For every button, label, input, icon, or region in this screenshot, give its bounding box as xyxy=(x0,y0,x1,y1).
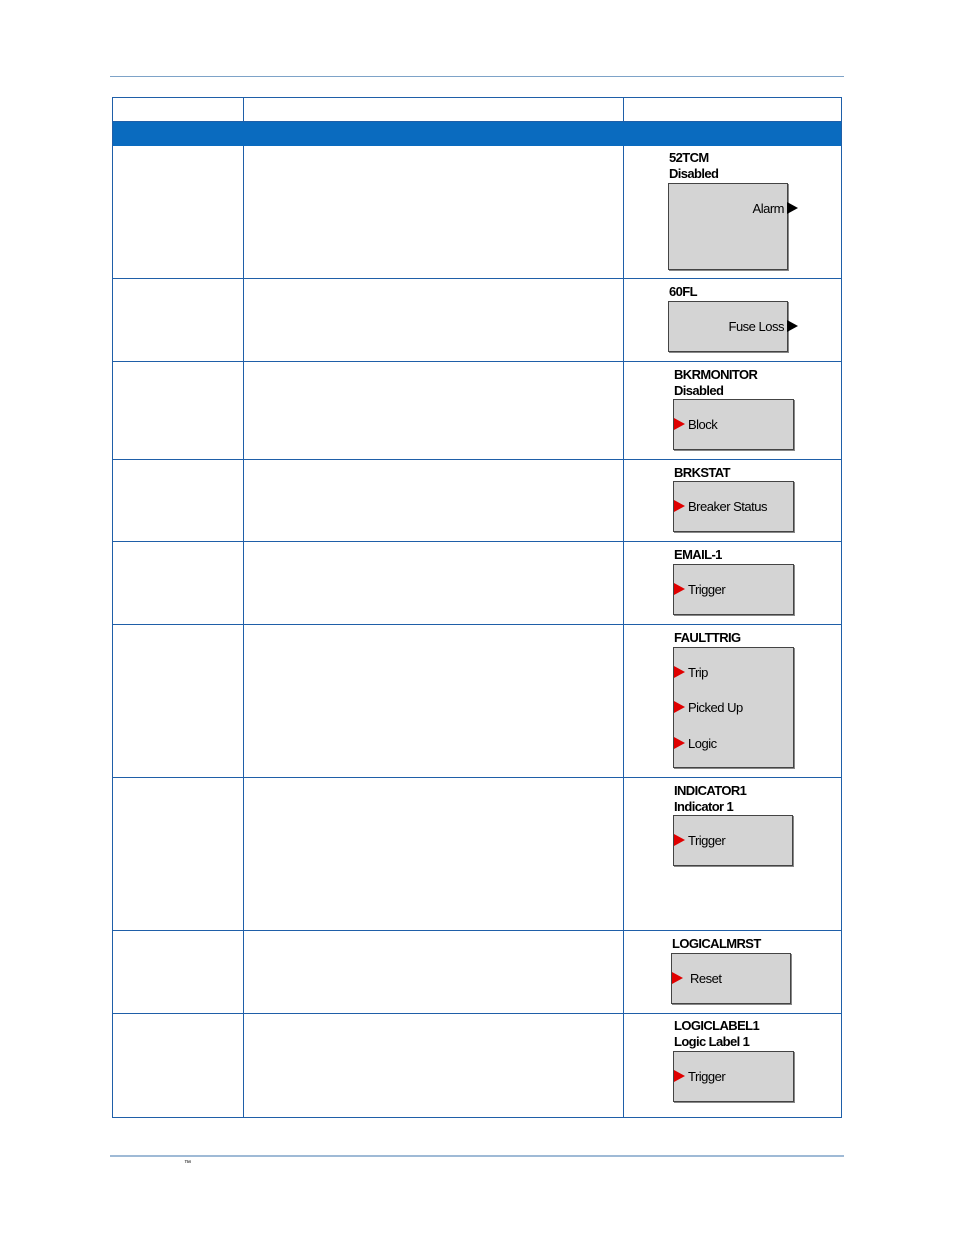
element-description-cell xyxy=(243,279,624,361)
input-arrow-icon xyxy=(674,834,685,846)
table-row xyxy=(113,362,841,460)
block-subtitle-52tcm: Disabled xyxy=(669,166,719,181)
block-subtitle-indicator1: Indicator 1 xyxy=(674,799,734,814)
input-arrow-icon xyxy=(674,583,685,595)
table-row xyxy=(113,931,841,1014)
element-name-cell xyxy=(113,931,244,1013)
input-port-reset: Reset xyxy=(690,971,722,986)
input-arrow-icon xyxy=(674,1070,685,1082)
element-figure-cell xyxy=(623,778,841,930)
logic-block-faulttrig[interactable] xyxy=(673,647,794,768)
table-row xyxy=(113,146,841,279)
input-arrow-icon xyxy=(674,500,685,512)
block-title-52tcm: 52TCM xyxy=(669,150,709,165)
logic-block-60fl[interactable] xyxy=(668,301,788,352)
input-port-picked-up: Picked Up xyxy=(688,700,743,715)
element-name-cell xyxy=(113,625,244,777)
header-cell-name xyxy=(113,98,244,121)
element-description-cell xyxy=(243,1014,624,1117)
element-name-cell xyxy=(113,1014,244,1117)
logic-block-bkrmonitor[interactable] xyxy=(673,399,794,450)
logic-block-logiclabel1[interactable] xyxy=(673,1051,794,1102)
element-figure-cell xyxy=(623,625,841,777)
header-rule xyxy=(110,76,844,77)
element-name-cell xyxy=(113,146,244,278)
logic-block-logicalmrst[interactable] xyxy=(671,953,791,1004)
block-title-bkrmonitor: BKRMONITOR xyxy=(674,367,758,382)
output-port-alarm: Alarm xyxy=(752,201,784,216)
block-title-logiclabel1: LOGICLABEL1 xyxy=(674,1018,760,1033)
input-arrow-icon xyxy=(674,666,685,678)
input-arrow-icon xyxy=(672,972,683,984)
table-row xyxy=(113,1014,841,1117)
table-row xyxy=(113,460,841,542)
element-name-cell xyxy=(113,542,244,624)
block-title-email-1: EMAIL-1 xyxy=(674,547,722,562)
output-arrow-icon xyxy=(787,320,798,332)
logic-element-table xyxy=(112,97,842,1118)
input-port-trigger: Trigger xyxy=(688,833,726,848)
trademark-mark: ™ xyxy=(184,1160,192,1167)
block-title-faulttrig: FAULTTRIG xyxy=(674,630,741,645)
element-name-cell xyxy=(113,460,244,541)
element-figure-cell xyxy=(623,542,841,624)
element-name-cell xyxy=(113,279,244,361)
element-description-cell xyxy=(243,542,624,624)
output-arrow-icon xyxy=(787,202,798,214)
block-subtitle-logiclabel1: Logic Label 1 xyxy=(674,1034,750,1049)
element-figure-cell xyxy=(623,460,841,541)
output-port-fuse-loss: Fuse Loss xyxy=(728,319,784,334)
logic-block-brkstat[interactable] xyxy=(673,481,794,532)
element-name-cell xyxy=(113,362,244,459)
table-row xyxy=(113,279,841,362)
block-subtitle-bkrmonitor: Disabled xyxy=(674,383,724,398)
element-figure-cell xyxy=(623,362,841,459)
element-figure-cell xyxy=(623,1014,841,1117)
input-port-trigger: Trigger xyxy=(688,1069,726,1084)
table-header-row xyxy=(113,98,841,122)
input-arrow-icon xyxy=(674,737,685,749)
element-figure-cell xyxy=(623,931,841,1013)
element-name-cell xyxy=(113,778,244,930)
table-row xyxy=(113,542,841,625)
element-description-cell xyxy=(243,146,624,278)
element-description-cell xyxy=(243,460,624,541)
table-row xyxy=(113,778,841,931)
input-port-breaker-status: Breaker Status xyxy=(688,499,767,514)
input-port-trip: Trip xyxy=(688,665,708,680)
element-description-cell xyxy=(243,931,624,1013)
element-description-cell xyxy=(243,778,624,930)
block-title-60fl: 60FL xyxy=(669,284,697,299)
logic-block-indicator1[interactable] xyxy=(673,815,793,866)
input-port-block: Block xyxy=(688,417,718,432)
element-description-cell xyxy=(243,625,624,777)
input-arrow-icon xyxy=(674,701,685,713)
header-cell-element xyxy=(623,98,841,121)
logic-block-email-1[interactable] xyxy=(673,564,794,615)
input-port-trigger: Trigger xyxy=(688,582,726,597)
element-description-cell xyxy=(243,362,624,459)
section-band xyxy=(113,122,841,146)
table-row xyxy=(113,625,841,778)
footer-rule xyxy=(110,1155,844,1157)
logic-block-52tcm[interactable] xyxy=(668,183,788,270)
block-title-indicator1: INDICATOR1 xyxy=(674,783,747,798)
header-cell-description xyxy=(243,98,624,121)
input-port-logic: Logic xyxy=(688,736,717,751)
element-figure-cell xyxy=(623,146,841,278)
element-figure-cell xyxy=(623,279,841,361)
block-title-logicalmrst: LOGICALMRST xyxy=(672,936,761,951)
input-arrow-icon xyxy=(674,418,685,430)
block-title-brkstat: BRKSTAT xyxy=(674,465,730,480)
